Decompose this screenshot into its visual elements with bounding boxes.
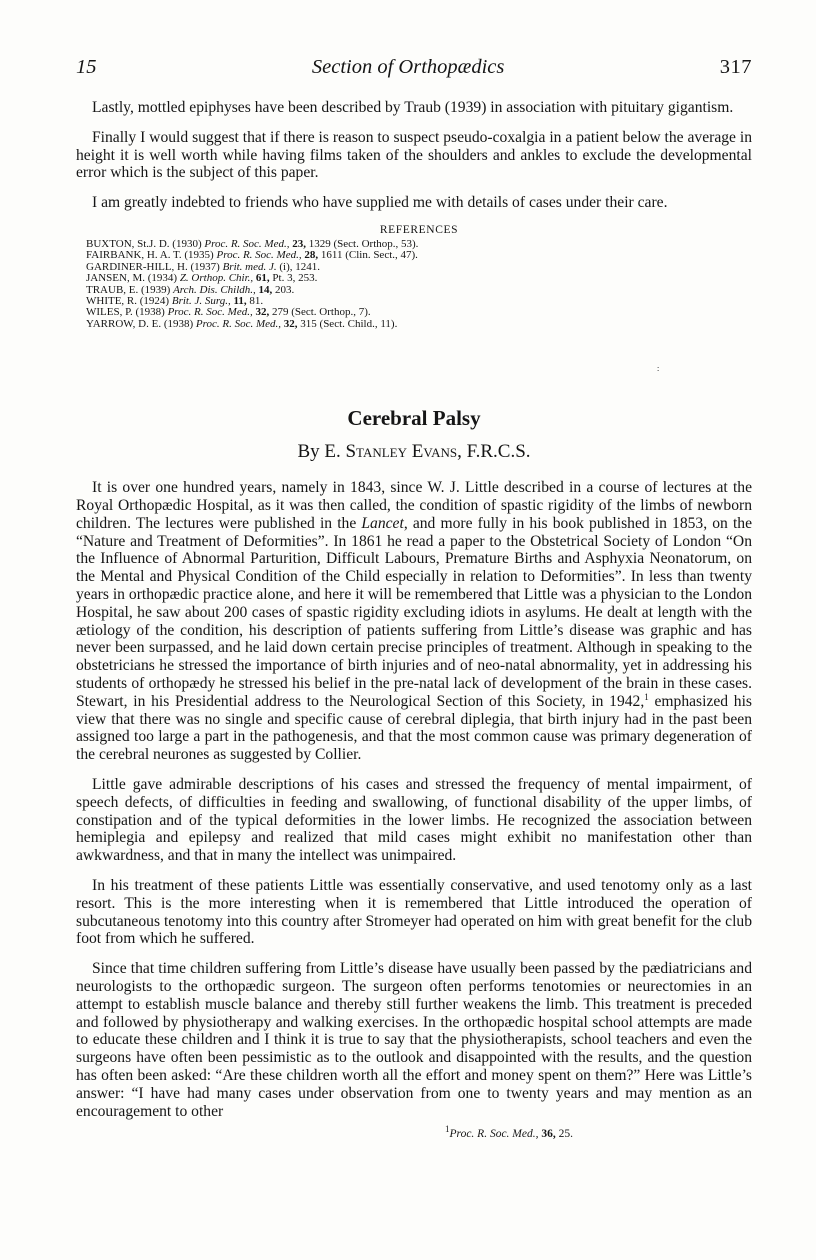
footnote-mark: 1: [644, 691, 649, 702]
references-heading: REFERENCES: [379, 223, 459, 236]
article-paragraph: Since that time children suffering from Little’s disease have usually been passed by the pædiatricians and neurologists to the orthopædic surgeon. The surgeon often performs tenotomies or neurectomies in an attempt to establish muscle balance and thereby still further weakens the limb. This treatment is preceded and followed by physiotherapy and walking exercises. In the orthopædic hospital school attempts are made to educate these children and I think it is true to say that the physiotherapists, school teachers and even the surgeons have often been pessimistic as to the outlook and disappointed with the results, and the question has often been asked: “Are these children worth all the effort and money spent on them?” Here was Little’s answer: “I have had many cases under observation from one to twenty years and may mention as an encouragement to other: [76, 960, 752, 1120]
byline: [76, 441, 752, 463]
article-paragraph: Little gave admirable descriptions of his cases and stressed the frequency of mental impairment, of speech defects, of difficulties in feeding and swallowing, of functional disability of the upper limbs, of constipation and of the typical deformities in the lower limbs. He recognized the association between hemiplegia and epilepsy and realized that mild cases might exhibit no manifestation other than awkwardness, and that in many the intellect was unimpaired.: [76, 775, 752, 865]
reference-list: [86, 239, 752, 330]
reference-item: TRAUB, E. (1939) Arch. Dis. Childh., 14, 203.: [86, 283, 295, 296]
page-number: 317: [719, 56, 752, 78]
intro-paragraph: I am greatly indebted to friends who have supplied me with details of cases under their care.: [92, 194, 668, 212]
journal-name: Lancet: [361, 514, 404, 532]
footnote: $^1$Proc. R. Soc. Med., 36, 25.: [445, 1124, 573, 1141]
article-paragraph: It is over one hundred years, namely in 1843, since W. J. Little described in a course of lectures at the Royal Orthopædic Hospital, as it was then called, the condition of spastic rigidity of the limbs of newborn children. The lectures were published in the Lancet, and more fully in his book published in 1853, on the “Nature and Treatment of Deformities”. In 1861 he read a paper to the Obstetrical Society of London “On the Influence of Abnormal Parturition, Difficult Labours, Premature Births and Asphyxia Neonatorum, on the Mental and Physical Condition of the Child especially in relation to Deformities”. In less than twenty years in orthopædic practice alone, and here it will be remembered that Little was a physician to the London Hospital, he saw about 200 cases of spastic rigidity excluding idiots in asylums. He dealt at length with the ætiology of the condition, his description of patients suffering from Little’s disease was graphic and has never been surpassed, and he laid down certain precise principles of treatment. Although in speaking to the obstetricians he stressed the importance of birth injuries and of neo-natal abnormality, yet in addressing his students of orthopædy he stressed his belief in the pre-natal lack of development of the brain in these cases. Stewart, in his Presidential address to the Neurological Section of this Society, in 1942,$^1$ emphasized his view that there was no single and specific cause of cerebral diplegia, that birth injury had in the past been assigned too large a part in the pathogenesis, and that the most common cause was primary degeneration of the cerebral neurones as suggested by Collier.: [76, 479, 752, 764]
folio-number: 15: [76, 56, 97, 78]
references-section: [86, 224, 752, 330]
running-header: [76, 56, 752, 79]
reference-item: BUXTON, St.J. D. (1930) Proc. R. Soc. Med., 23, 1329 (Sect. Orthop., 53).: [86, 237, 419, 250]
author-credentials: F.R.C.S.: [466, 441, 531, 463]
reference-item: FAIRBANK, H. A. T. (1935) Proc. R. Soc. Med., 28, 1611 (Clin. Sect., 47).: [86, 249, 418, 262]
reference-item: GARDINER-HILL, H. (1937) Brit. med. J. (i), 1241.: [86, 260, 321, 273]
reference-item: YARROW, D. E. (1938) Proc. R. Soc. Med., 32, 315 (Sect. Child., 11).: [86, 317, 398, 330]
intro-paragraph: Lastly, mottled epiphyses have been described by Traub (1939) in association with pituitary gigantism.: [92, 99, 734, 116]
article-title: Cerebral Palsy: [347, 406, 481, 431]
journal-page: [76, 56, 752, 1140]
stray-mark: :: [657, 364, 660, 373]
author-name: E. Stanley Evans,: [324, 441, 462, 463]
reference-item: WHITE, R. (1924) Brit. J. Surg., 11, 81.: [86, 295, 264, 308]
running-title: Section of Orthopædics: [311, 56, 505, 78]
reference-item: JANSEN, M. (1934) Z. Orthop. Chir., 61, Pt. 3, 253.: [86, 272, 318, 285]
byline-by: By: [297, 441, 320, 463]
article-paragraph: In his treatment of these patients Little was essentially conservative, and used tenotomy only as a last resort. This is the more interesting when it is remembered that Little introduced the operation of subcutaneous tenotomy into this country after Stromeyer had operated on him with great benefit for the club foot from which he suffered.: [76, 876, 752, 948]
reference-item: WILES, P. (1938) Proc. R. Soc. Med., 32, 279 (Sect. Orthop., 7).: [86, 306, 371, 319]
intro-paragraph: Finally I would suggest that if there is reason to suspect pseudo-coxalgia in a patient below the average in height it is well worth while having films taken of the shoulders and ankles to exclude the developmental error which is the subject of this paper.: [76, 128, 752, 182]
